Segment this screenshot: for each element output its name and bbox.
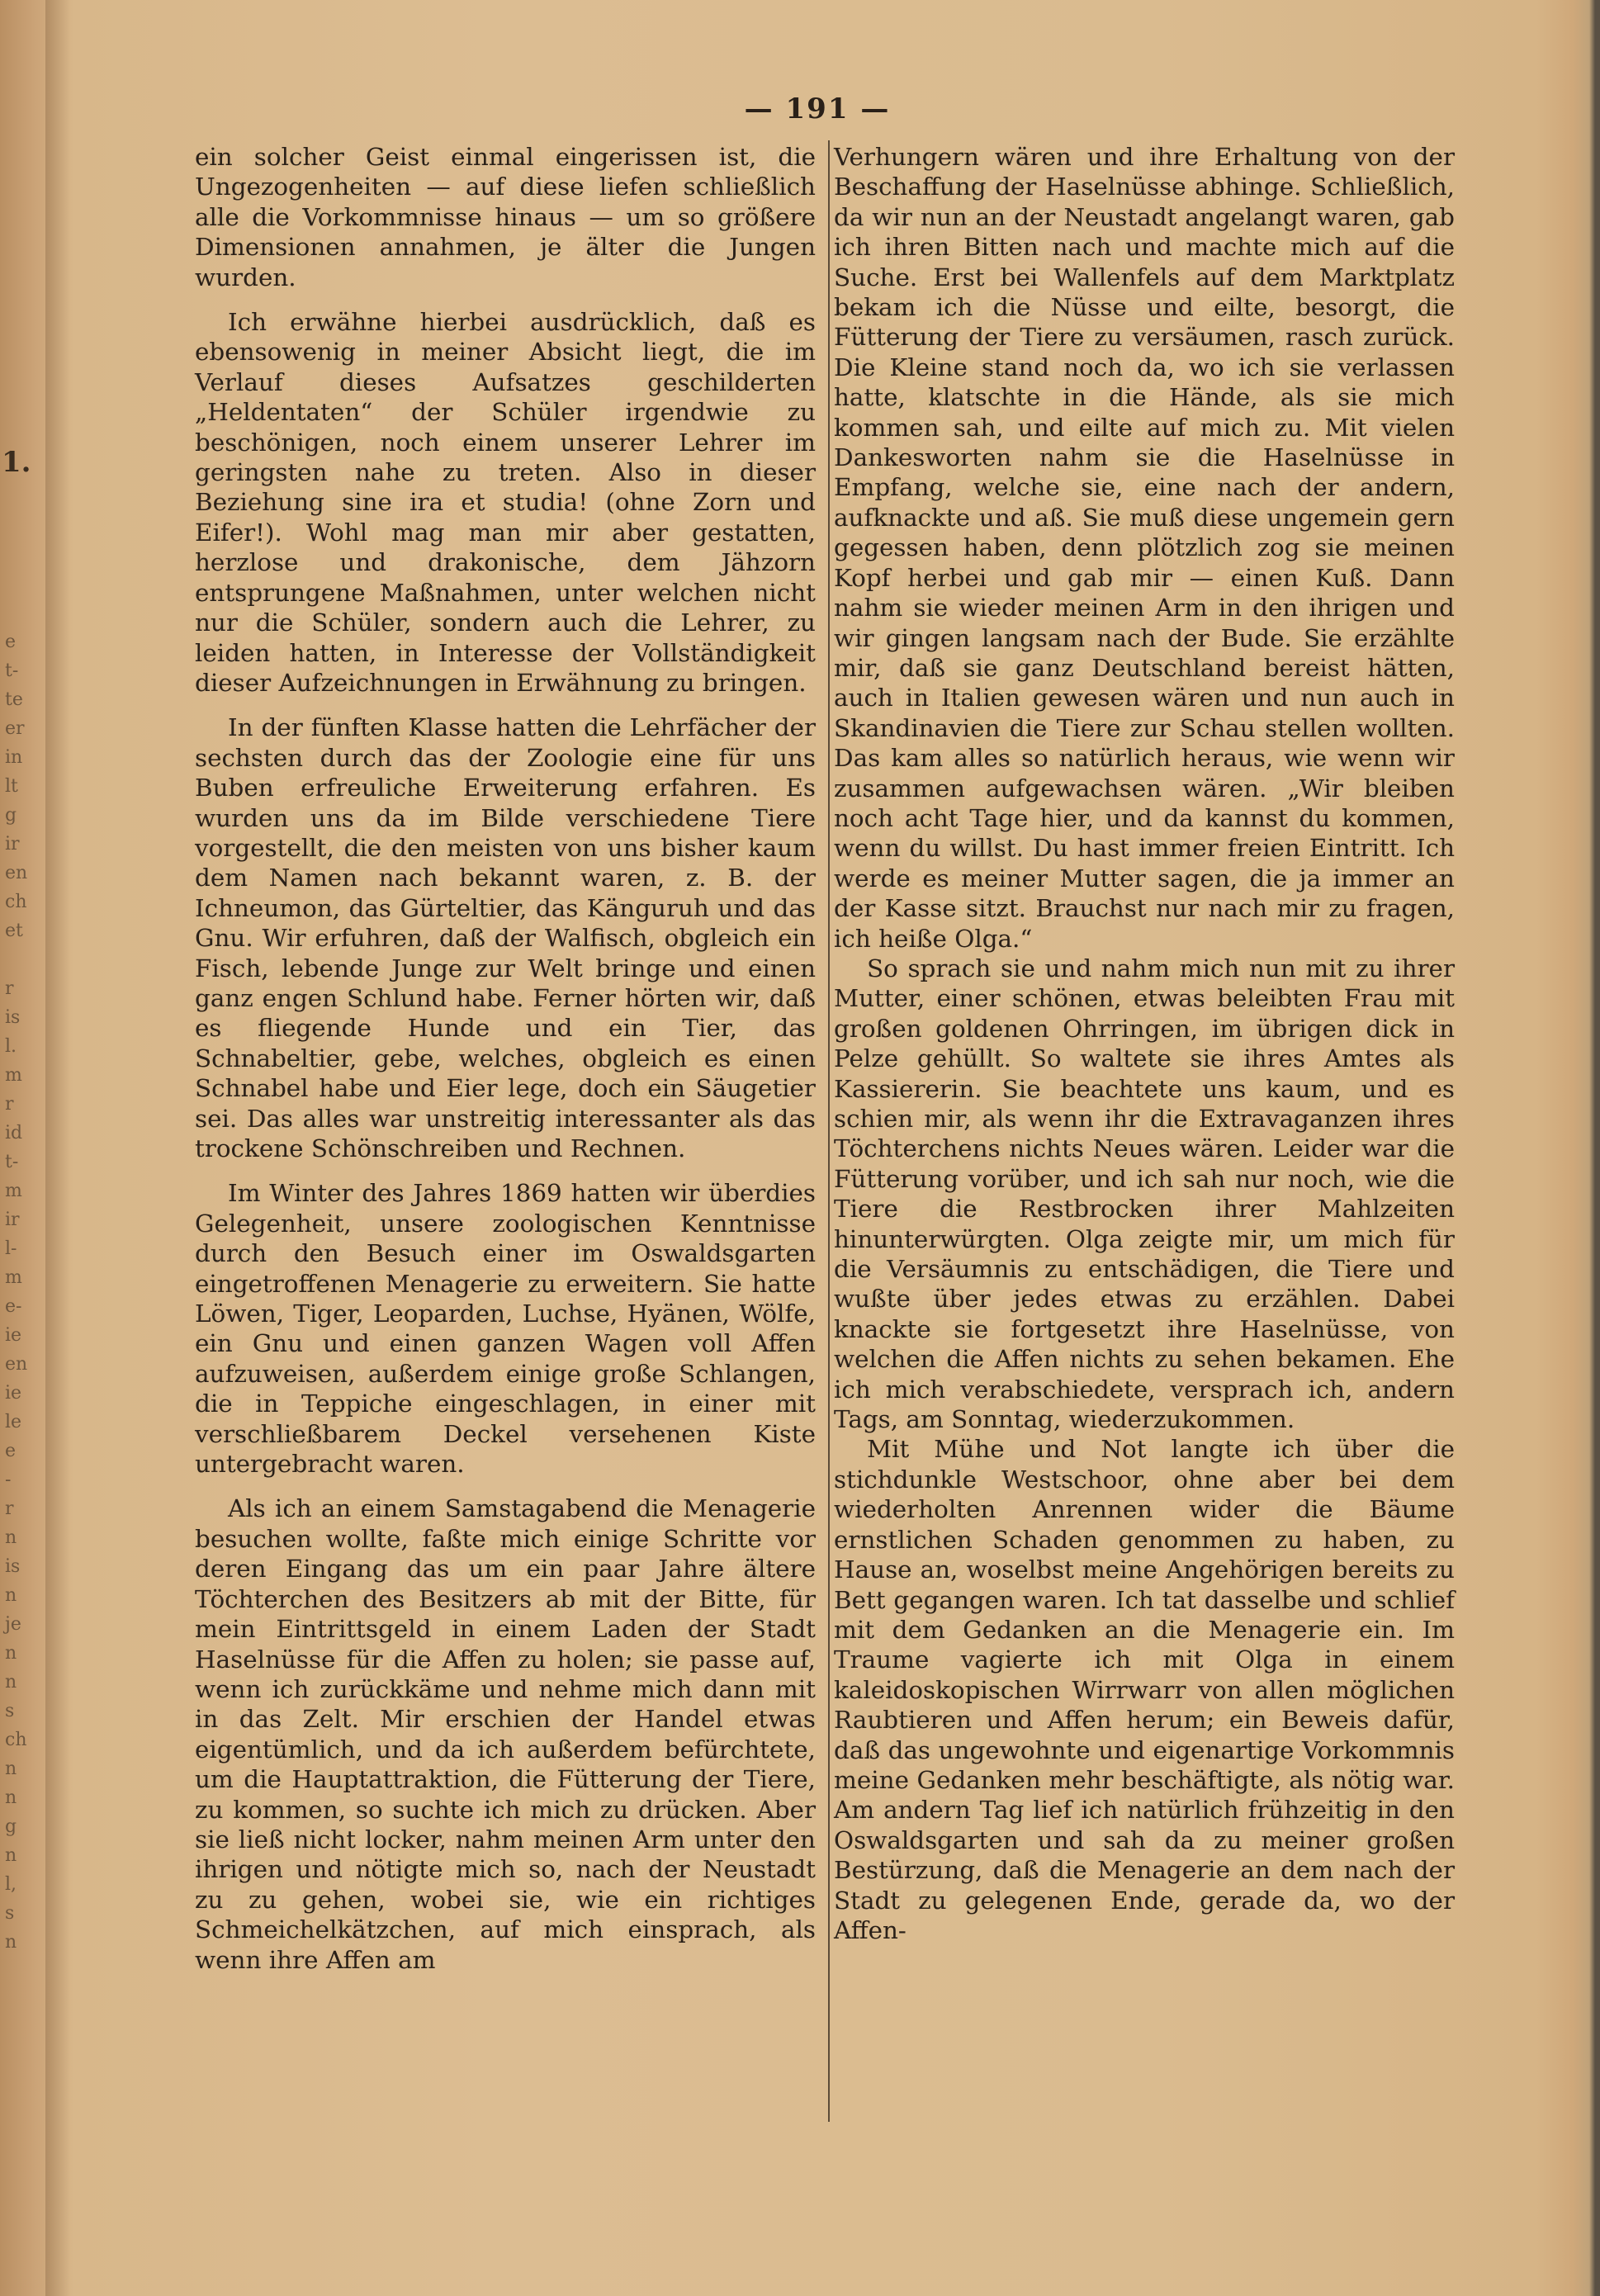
margin-mark: 1. xyxy=(2,446,31,479)
margin-fragment: n xyxy=(5,1787,17,1808)
margin-fragment: en xyxy=(5,863,28,883)
margin-fragment: en xyxy=(5,1354,28,1375)
paragraph: Mit Mühe und Not langte ich über die stichdunkle Westschoor, ohne aber bei dem wiederholten Anrennen wider die Bäume ernstlichen Schaden genommen zu haben, zu Hause an, woselbst meine Angehörigen bereits zu Bett gegangen waren. Ich tat dasselbe und schlief mit dem Gedanken an die Menagerie ein. Im Traume vagierte ich mit Olga in einem kaleidoskopischen Wirrwarr von allen möglichen Raubtieren und Affen herum; ein Beweis dafür, daß das ungewohnte und eigenartige Vorkommnis meine Gedanken mehr beschäftigte, als nötig war. Am andern Tag lief ich natürlich frühzeitig in den Oswaldsgarten und sah da zu meiner großen Bestürzung, daß die Menagerie an dem nach der Stadt zu gelegenen Ende, gerade da, wo der Affen- xyxy=(834,1435,1455,1944)
margin-fragment: ir xyxy=(5,834,20,854)
margin-fragment: m xyxy=(5,1065,22,1086)
margin-fragment: ch xyxy=(5,892,27,912)
margin-fragment: is xyxy=(5,1556,21,1577)
column-rule xyxy=(828,140,830,2122)
margin-fragment: s xyxy=(5,1701,15,1721)
margin-fragment: n xyxy=(5,1759,17,1779)
margin-fragment: ir xyxy=(5,1210,20,1230)
gutter-shadow xyxy=(45,0,70,2296)
facing-page-margin xyxy=(5,627,33,1957)
paragraph: So sprach sie und nahm mich nun mit zu ihrer Mutter, einer schönen, etwas beleibten Frau mit großen goldenen Ohrringen, im übrigen dick in Pelze gehüllt. So waltete sie ihres Amtes als Kassiererin. Sie beachtete uns kaum, und es schien mir, als wenn ihr die Extravaganzen ihres Töchterchens nichts Neues wären. Leider war die Fütterung vorüber, und ich sah nur noch, wie die Tiere die Restbrocken ihrer Mahlzeiten hinunterwürgten. Olga zeigte mir, um mich für die Versäumnis zu entschädigen, die Tiere und wußte über jedes etwas zu erzählen. Dabei knackte sie fortgesetzt ihre Haselnüsse, von welchen die Affen nichts zu sehen bekamen. Ehe ich mich verabschiedete, versprach ich, andern Tags, am Sonntag, wiederzukommen. xyxy=(834,954,1455,1434)
right-column xyxy=(834,142,1455,1945)
margin-fragment: in xyxy=(5,747,23,768)
margin-fragment: et xyxy=(5,921,23,941)
margin-fragment: je xyxy=(5,1614,21,1635)
margin-fragment: - xyxy=(5,1470,12,1490)
paragraph: ein solcher Geist einmal eingerissen ist, die Ungezogenheiten — auf diese liefen schließlich alle die Vorkommnisse hinaus — um so größere Dimensionen annahmen, je älter die Jungen wurden. xyxy=(195,143,816,291)
margin-fragment: id xyxy=(5,1123,23,1143)
margin-fragment: m xyxy=(5,1181,22,1201)
margin-fragment: n xyxy=(5,1672,17,1692)
margin-fragment: e xyxy=(5,1441,17,1461)
left-column xyxy=(195,142,816,1990)
margin-fragment: r xyxy=(5,1094,14,1115)
margin-fragment: e- xyxy=(5,1296,22,1317)
margin-fragment: ie xyxy=(5,1325,22,1346)
margin-fragment: n xyxy=(5,1527,17,1548)
margin-fragment: s xyxy=(5,1903,15,1924)
margin-fragment xyxy=(5,945,33,974)
margin-fragment: te xyxy=(5,689,23,710)
margin-fragment: l, xyxy=(5,1874,17,1895)
margin-fragment: ch xyxy=(5,1730,27,1750)
margin-fragment: ie xyxy=(5,1383,22,1404)
paragraph: In der fünften Klasse hatten die Lehrfächer der sechsten durch das der Zoologie eine für uns Buben erfreuliche Erweiterung erfahren. Es wurden uns da im Bilde verschiedene Tiere vorgestellt, die den meisten von uns bisher kaum dem Namen nach bekannt waren, z. B. der Ichneumon, das Gürteltier, das Känguruh und das Gnu. Wir erfuhren, daß der Walfisch, obgleich ein Fisch, lebende Junge zur Welt bringe und einen ganz engen Schlund habe. Ferner hörten wir, daß es fliegende Hunde und ein Tier, das Schnabeltier, gebe, welches, obgleich es einen Schnabel habe und Eier lege, doch ein Säugetier sei. Das alles war unstreitig interessanter als das trockene Schönschreiben und Rechnen. xyxy=(195,713,816,1162)
paragraph: Ich erwähne hierbei ausdrücklich, daß es ebensowenig in meiner Absicht liegt, die im Verlauf dieses Aufsatzes geschilderten „Heldentaten“ der Schüler irgendwie zu beschönigen, noch einem unserer Lehrer im geringsten nahe zu treten. Also in dieser Beziehung sine ira et studia! (ohne Zorn und Eifer!). Wohl mag man mir aber gestatten, herzlose und drakonische, dem Jähzorn entsprungene Maßnahmen, unter welchen nicht nur die Schüler, sondern auch die Lehrer, zu leiden hatten, in Interesse der Vollständigkeit dieser Aufzeichnungen in Erwähnung zu bringen. xyxy=(195,308,816,697)
paragraph: Als ich an einem Samstagabend die Menagerie besuchen wollte, faßte mich einige Schritte vor deren Eingang das um ein paar Jahre ältere Töchterchen des Besitzers ab mit der Bitte, für mein Eintrittsgeld in einem Laden der Stadt Haselnüsse für die Affen zu holen; sie passe auf, wenn ich zurückkäme und nehme mich dann mit in das Zelt. Mir erschien der Handel etwas eigentümlich, und da ich außerdem befürchtete, um die Hauptattraktion, die Fütterung der Tiere, zu kommen, so suchte ich mich zu drücken. Aber sie ließ nicht locker, nahm meinen Arm unter den ihrigen und nötigte mich so, nach der Neustadt zu zu gehen, wobei sie, wie ein richtiges Schmeichelkätzchen, auf mich einsprach, als wenn ihre Affen am xyxy=(195,1494,816,1974)
margin-fragment: m xyxy=(5,1267,22,1288)
margin-fragment: lt xyxy=(5,776,18,797)
paragraph: Verhungern wären und ihre Erhaltung von der Beschaffung der Haselnüsse abhinge. Schließlich, da wir nun an der Neustadt angelangt waren, gab ich ihren Bitten nach und machte mich auf die Suche. Erst bei Wallenfels auf dem Marktplatz bekam ich die Nüsse und eilte, besorgt, die Fütterung der Tiere zu versäumen, rasch zurück. Die Kleine stand noch da, wo ich sie verlassen hatte, klatschte in die Hände, als sie mich kommen sah, und eilte auf mich zu. Mit vielen Dankesworten nahm sie die Haselnüsse in Empfang, welche sie, eine nach der andern, aufknackte und aß. Sie muß diese ungemein gern gegessen haben, denn plötzlich zog sie meinen Kopf herbei und gab mir — einen Kuß. Dann nahm sie wieder meinen Arm in den ihrigen und wir gingen langsam nach der Bude. Sie erzählte mir, daß sie ganz Deutschland bereist hätten, auch in Italien gewesen wären und nun auch in Skandinavien die Tiere zur Schau stellen wollten. Das kam alles so natürlich heraus, wie wenn wir zusammen aufgewachsen wären. „Wir bleiben noch acht Tage hier, und da kannst du kommen, wenn du willst. Du hast immer freien Eintritt. Ich werde es meiner Mutter sagen, die ja immer an der Kasse sitzt. Brauchst nur nach mir zu fragen, ich heiße Olga.“ xyxy=(834,143,1455,953)
margin-fragment: le xyxy=(5,1412,22,1432)
margin-fragment: t- xyxy=(5,1152,19,1172)
margin-fragment: n xyxy=(5,1585,17,1606)
paragraph: Im Winter des Jahres 1869 hatten wir überdies Gelegenheit, unsere zoologischen Kenntnisse durch den Besuch einer im Oswaldsgarten eingetroffenen Menagerie zu erweitern. Sie hatte Löwen, Tiger, Leoparden, Luchse, Hyänen, Wölfe, ein Gnu und einen ganzen Wagen voll Affen aufzuweisen, außerdem einige große Schlangen, die in Teppiche eingeschlagen, in einer mit verschließbarem Deckel versehenen Kiste untergebracht waren. xyxy=(195,1179,816,1479)
margin-fragment: r xyxy=(5,1498,14,1519)
margin-fragment: t- xyxy=(5,660,19,681)
margin-fragment: n xyxy=(5,1845,17,1866)
margin-fragment: n xyxy=(5,1643,17,1664)
margin-fragment: n xyxy=(5,1932,17,1953)
margin-fragment: g xyxy=(5,805,17,826)
page-number: — 191 — xyxy=(744,92,891,125)
margin-fragment: g xyxy=(5,1816,17,1837)
margin-fragment: is xyxy=(5,1007,21,1028)
margin-fragment: r xyxy=(5,978,14,999)
margin-fragment: l. xyxy=(5,1036,17,1057)
margin-fragment: er xyxy=(5,718,25,739)
margin-fragment: e xyxy=(5,632,17,652)
margin-fragment: l- xyxy=(5,1238,17,1259)
